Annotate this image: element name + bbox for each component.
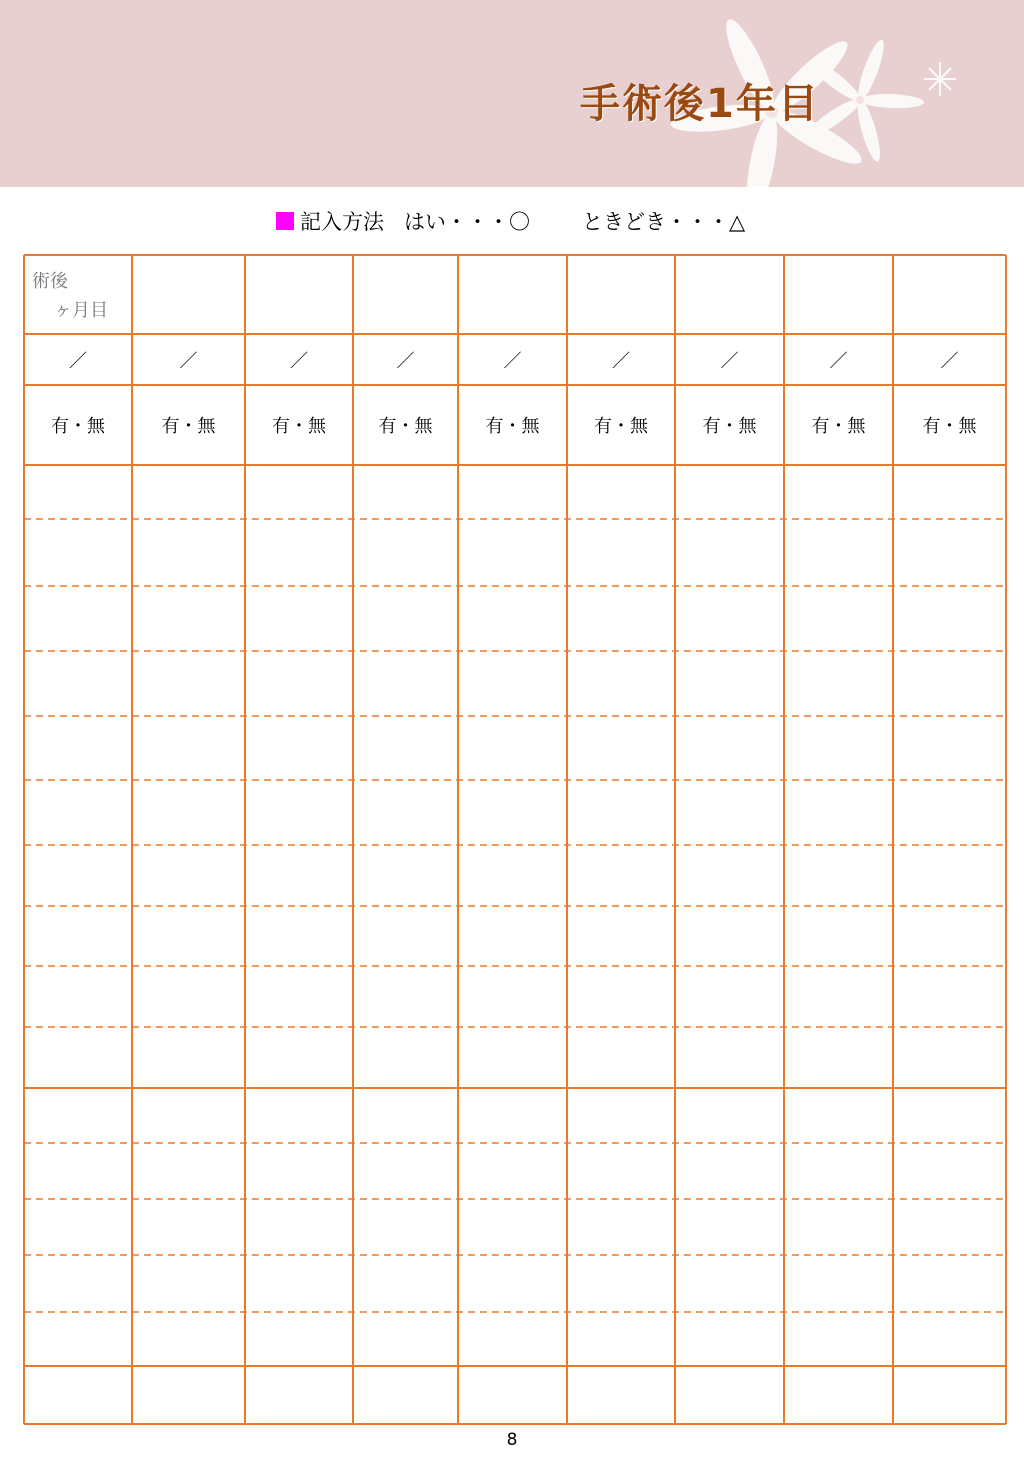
yes-no-cell: 有・無 [51, 416, 105, 437]
corner-line1: 術後 [32, 271, 68, 292]
date-mark-cell: ／ [179, 350, 198, 372]
date-mark-cell: ／ [69, 350, 87, 372]
date-mark-cell: ／ [829, 350, 848, 372]
page-title: 手術後1年目 [580, 81, 820, 127]
date-mark-cell: ／ [396, 350, 415, 372]
yes-no-cell: 有・無 [378, 416, 433, 437]
legend-yes-entry: はい・・・〇 [404, 210, 530, 234]
page-number: 8 [506, 1430, 518, 1450]
yes-no-cell: 有・無 [272, 416, 326, 437]
corner-line2: ヶ月目 [54, 300, 108, 321]
date-mark-cell: ／ [290, 350, 308, 372]
date-mark-cell: ／ [503, 350, 522, 372]
yes-no-cell: 有・無 [161, 416, 216, 437]
yes-no-cell: 有・無 [811, 416, 866, 437]
date-mark-cell: ／ [940, 350, 959, 372]
legend-sometimes-entry: ときどき・・・△ [582, 210, 746, 234]
date-mark-cell: ／ [720, 350, 739, 372]
yes-no-cell: 有・無 [922, 416, 977, 437]
yes-no-cell: 有・無 [594, 416, 648, 437]
date-mark-cell: ／ [612, 350, 630, 372]
months-after-surgery-header [24, 255, 131, 333]
yes-no-cell: 有・無 [702, 416, 757, 437]
legend-method-label: 記入方法 [300, 210, 384, 234]
yes-no-cell: 有・無 [485, 416, 540, 437]
